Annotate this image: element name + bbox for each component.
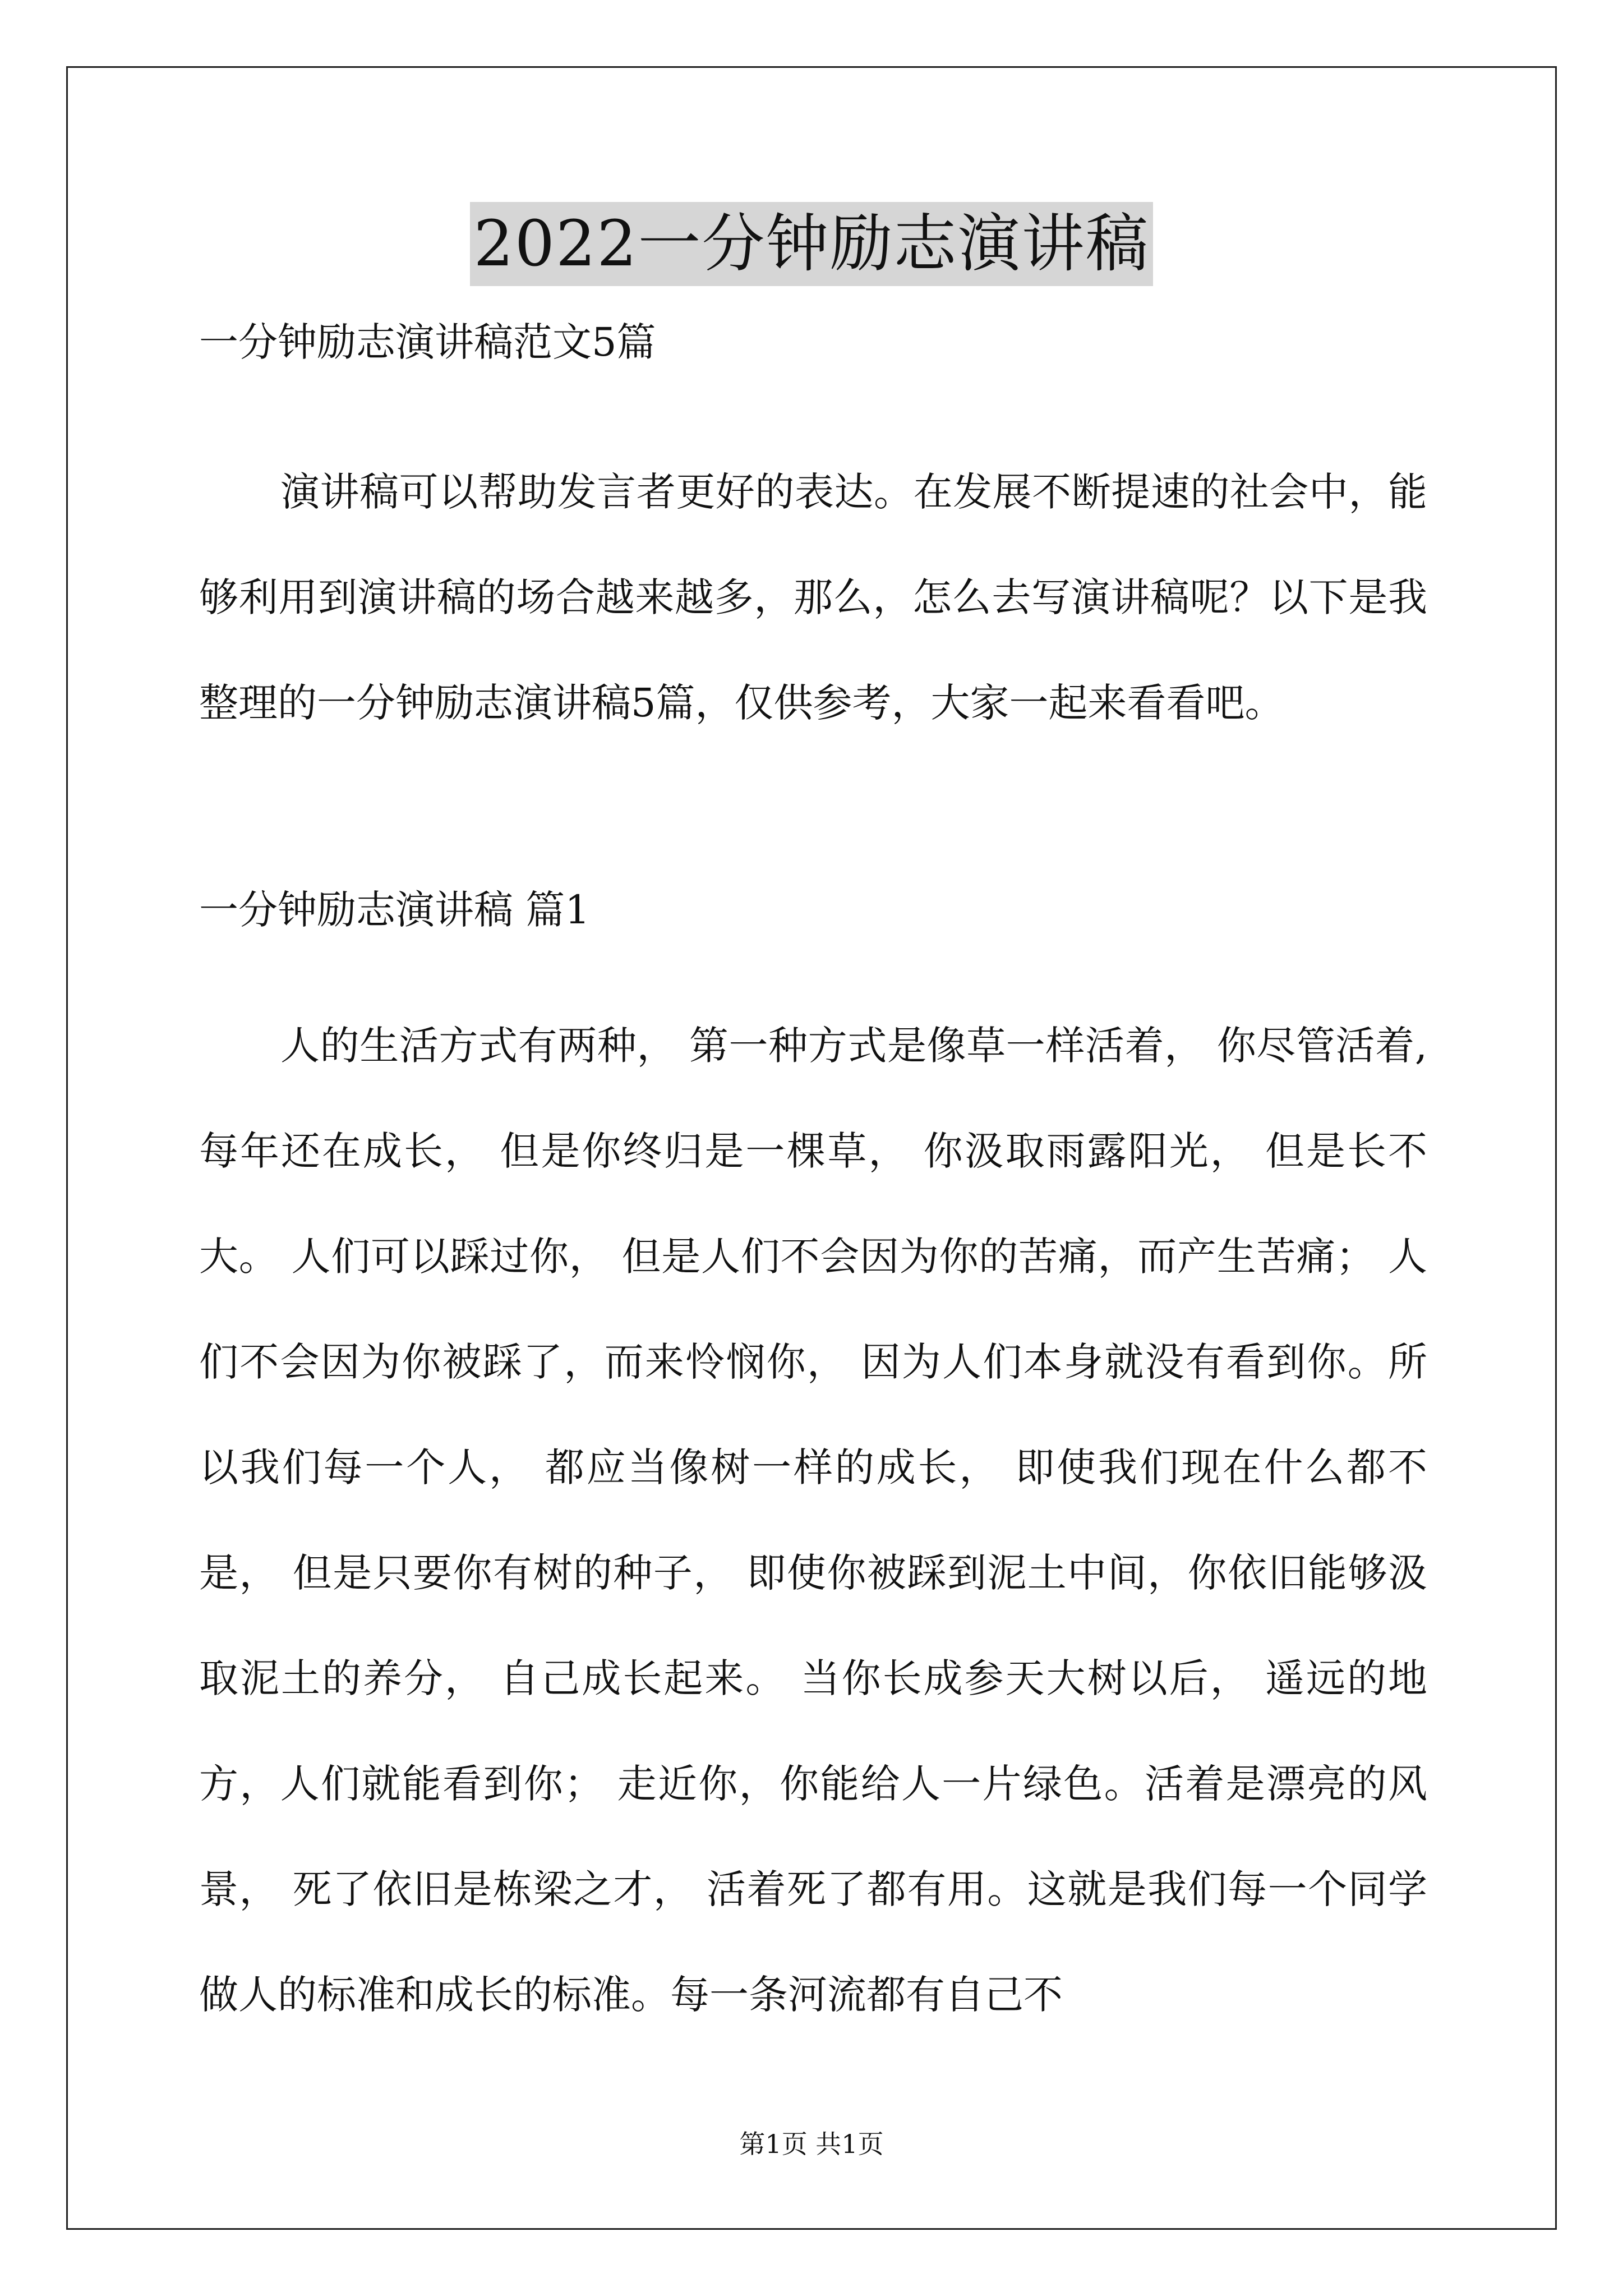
title-container	[0, 202, 1623, 286]
document-subtitle: 一分钟励志演讲稿范文5篇	[199, 319, 656, 365]
section-1-paragraph: 人的生活方式有两种， 第一种方式是像草一样活着， 你尽管活着,每年还在成长， 但是你终归是一棵草， 你汲取雨露阳光， 但是长不大。 人们可以踩过你， 但是人们不会因为你的苦痛，而产生苦痛； 人们不会因为你被踩了，而来怜悯你， 因为人们本身就没有看到你。所以我们每一个人， 都应当像树一样的成长， 即使我们现在什么都不是， 但是只要你有树的种子， 即使你被踩到泥土中间，你依旧能够汲取泥土的养分， 自己成长起来。 当你长成参天大树以后， 遥远的地方，人们就能看到你； 走近你，你能给人一片绿色。活着是漂亮的风景， 死了依旧是栋梁之才， 活着死了都有用。这就是我们每一个同学做人的标准和成长的标准。每一条河流都有自己不	[199, 1023, 1428, 2018]
section-1-heading: 一分钟励志演讲稿 篇1	[199, 887, 590, 933]
page-footer: 第1页 共1页	[739, 2129, 884, 2159]
intro-paragraph: 演讲稿可以帮助发言者更好的表达。在发展不断提速的社会中，能够利用到演讲稿的场合越来越多，那么，怎么去写演讲稿呢？以下是我整理的一分钟励志演讲稿5篇，仅供参考，大家一起来看看吧。	[199, 469, 1427, 726]
document-title: 2022一分钟励志演讲稿	[470, 202, 1152, 286]
